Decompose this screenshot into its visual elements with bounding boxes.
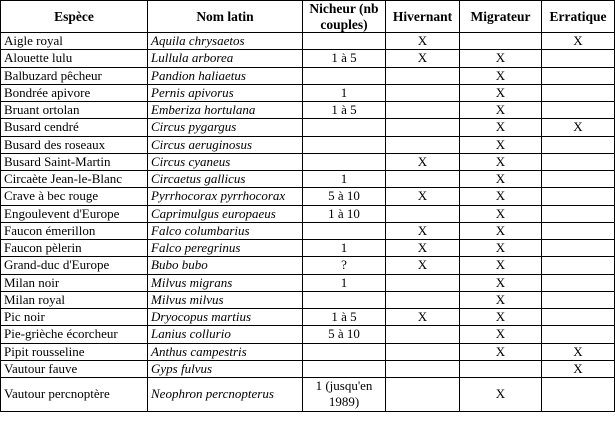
migrateur-cell [460,360,542,377]
migrateur-cell: X [460,274,542,291]
species-cell: Bruant ortolan [1,102,148,119]
column-header-migrateur: Migrateur [460,1,542,33]
erratique-cell [542,136,615,153]
hivernant-cell: X [386,188,460,205]
latin-name-cell: Neophron percnopterus [148,378,303,412]
erratique-cell: X [542,119,615,136]
erratique-cell [542,291,615,308]
hivernant-cell [386,171,460,188]
table-row [1,343,615,360]
hivernant-cell [386,378,460,412]
hivernant-cell: X [386,153,460,170]
latin-name-cell: Aquila chrysaetos [148,33,303,50]
latin-name-cell: Caprimulgus europaeus [148,205,303,222]
table-row [1,291,615,308]
hivernant-cell [386,67,460,84]
erratique-cell [542,274,615,291]
column-header-nicheur: Nicheur (nb couples) [303,1,386,33]
migrateur-cell: X [460,119,542,136]
latin-name-cell: Pandion haliaetus [148,67,303,84]
nicheur-cell: 5 à 10 [303,326,386,343]
erratique-cell [542,188,615,205]
erratique-cell [542,326,615,343]
species-cell: Faucon émerillon [1,222,148,239]
table-row [1,136,615,153]
migrateur-cell: X [460,67,542,84]
species-cell: Circaète Jean-le-Blanc [1,171,148,188]
species-cell: Milan royal [1,291,148,308]
species-cell: Vautour percnoptère [1,378,148,412]
nicheur-cell: 1 à 5 [303,309,386,326]
nicheur-cell: ? [303,257,386,274]
species-cell: Grand-duc d'Europe [1,257,148,274]
species-cell: Pipit rousseline [1,343,148,360]
migrateur-cell: X [460,240,542,257]
migrateur-cell: X [460,153,542,170]
migrateur-cell: X [460,378,542,412]
species-cell: Busard cendré [1,119,148,136]
table-row [1,171,615,188]
species-cell: Aigle royal [1,33,148,50]
latin-name-cell: Falco columbarius [148,222,303,239]
table-row [1,67,615,84]
erratique-cell [542,171,615,188]
migrateur-cell: X [460,171,542,188]
nicheur-cell: 1 [303,171,386,188]
hivernant-cell: X [386,309,460,326]
erratique-cell [542,84,615,101]
erratique-cell: X [542,33,615,50]
hivernant-cell [386,326,460,343]
hivernant-cell [386,291,460,308]
species-cell: Milan noir [1,274,148,291]
erratique-cell [542,102,615,119]
hivernant-cell: X [386,222,460,239]
table-row [1,188,615,205]
latin-name-cell: Pernis apivorus [148,84,303,101]
nicheur-cell: 1 (jusqu'en 1989) [303,378,386,412]
latin-name-cell: Circus cyaneus [148,153,303,170]
species-cell: Busard des roseaux [1,136,148,153]
table-row [1,378,615,412]
species-cell: Crave à bec rouge [1,188,148,205]
table-row [1,257,615,274]
latin-name-cell: Circus aeruginosus [148,136,303,153]
nicheur-cell: 1 à 5 [303,50,386,67]
migrateur-cell: X [460,291,542,308]
hivernant-cell [386,102,460,119]
latin-name-cell: Circus pygargus [148,119,303,136]
species-cell: Busard Saint-Martin [1,153,148,170]
table-row [1,119,615,136]
hivernant-cell: X [386,240,460,257]
erratique-cell [542,50,615,67]
hivernant-cell [386,136,460,153]
erratique-cell [542,378,615,412]
table-row [1,205,615,222]
nicheur-cell [303,343,386,360]
hivernant-cell [386,343,460,360]
nicheur-cell [303,136,386,153]
header-row [1,1,615,33]
migrateur-cell: X [460,326,542,343]
table-row [1,33,615,50]
nicheur-cell [303,33,386,50]
hivernant-cell: X [386,33,460,50]
migrateur-cell: X [460,50,542,67]
erratique-cell: X [542,343,615,360]
species-cell: Vautour fauve [1,360,148,377]
column-header-espece: Espèce [1,1,148,33]
nicheur-cell: 1 à 5 [303,102,386,119]
nicheur-cell [303,222,386,239]
hivernant-cell [386,274,460,291]
species-cell: Pie-grièche écorcheur [1,326,148,343]
table-row [1,274,615,291]
nicheur-cell: 1 [303,84,386,101]
hivernant-cell [386,119,460,136]
species-cell: Pic noir [1,309,148,326]
migrateur-cell: X [460,343,542,360]
nicheur-cell: 1 [303,240,386,257]
latin-name-cell: Circaetus gallicus [148,171,303,188]
latin-name-cell: Anthus campestris [148,343,303,360]
latin-name-cell: Falco peregrinus [148,240,303,257]
latin-name-cell: Milvus migrans [148,274,303,291]
table-row [1,50,615,67]
migrateur-cell: X [460,205,542,222]
column-header-hivernant: Hivernant [386,1,460,33]
table-row [1,326,615,343]
table-row [1,240,615,257]
species-cell: Faucon pèlerin [1,240,148,257]
table-row [1,309,615,326]
column-header-erratique: Erratique [542,1,615,33]
latin-name-cell: Gyps fulvus [148,360,303,377]
migrateur-cell: X [460,84,542,101]
erratique-cell: X [542,360,615,377]
erratique-cell [542,67,615,84]
latin-name-cell: Bubo bubo [148,257,303,274]
migrateur-cell: X [460,309,542,326]
table-row [1,84,615,101]
nicheur-cell: 1 [303,274,386,291]
latin-name-cell: Milvus milvus [148,291,303,308]
erratique-cell [542,240,615,257]
latin-name-cell: Pyrrhocorax pyrrhocorax [148,188,303,205]
nicheur-cell [303,291,386,308]
migrateur-cell: X [460,188,542,205]
migrateur-cell [460,33,542,50]
migrateur-cell: X [460,222,542,239]
hivernant-cell [386,360,460,377]
migrateur-cell: X [460,257,542,274]
erratique-cell [542,257,615,274]
nicheur-cell: 5 à 10 [303,188,386,205]
erratique-cell [542,153,615,170]
species-cell: Bondrée apivore [1,84,148,101]
migrateur-cell: X [460,136,542,153]
species-cell: Balbuzard pêcheur [1,67,148,84]
species-cell: Engoulevent d'Europe [1,205,148,222]
table-row [1,102,615,119]
latin-name-cell: Lullula arborea [148,50,303,67]
nicheur-cell [303,360,386,377]
table-row [1,360,615,377]
latin-name-cell: Dryocopus martius [148,309,303,326]
hivernant-cell [386,205,460,222]
hivernant-cell: X [386,257,460,274]
species-cell: Alouette lulu [1,50,148,67]
column-header-nom-latin: Nom latin [148,1,303,33]
hivernant-cell [386,84,460,101]
erratique-cell [542,222,615,239]
migrateur-cell: X [460,102,542,119]
nicheur-cell [303,153,386,170]
nicheur-cell [303,67,386,84]
erratique-cell [542,309,615,326]
latin-name-cell: Emberiza hortulana [148,102,303,119]
table-row [1,222,615,239]
nicheur-cell: 1 à 10 [303,205,386,222]
erratique-cell [542,205,615,222]
table-row [1,153,615,170]
hivernant-cell: X [386,50,460,67]
latin-name-cell: Lanius collurio [148,326,303,343]
nicheur-cell [303,119,386,136]
